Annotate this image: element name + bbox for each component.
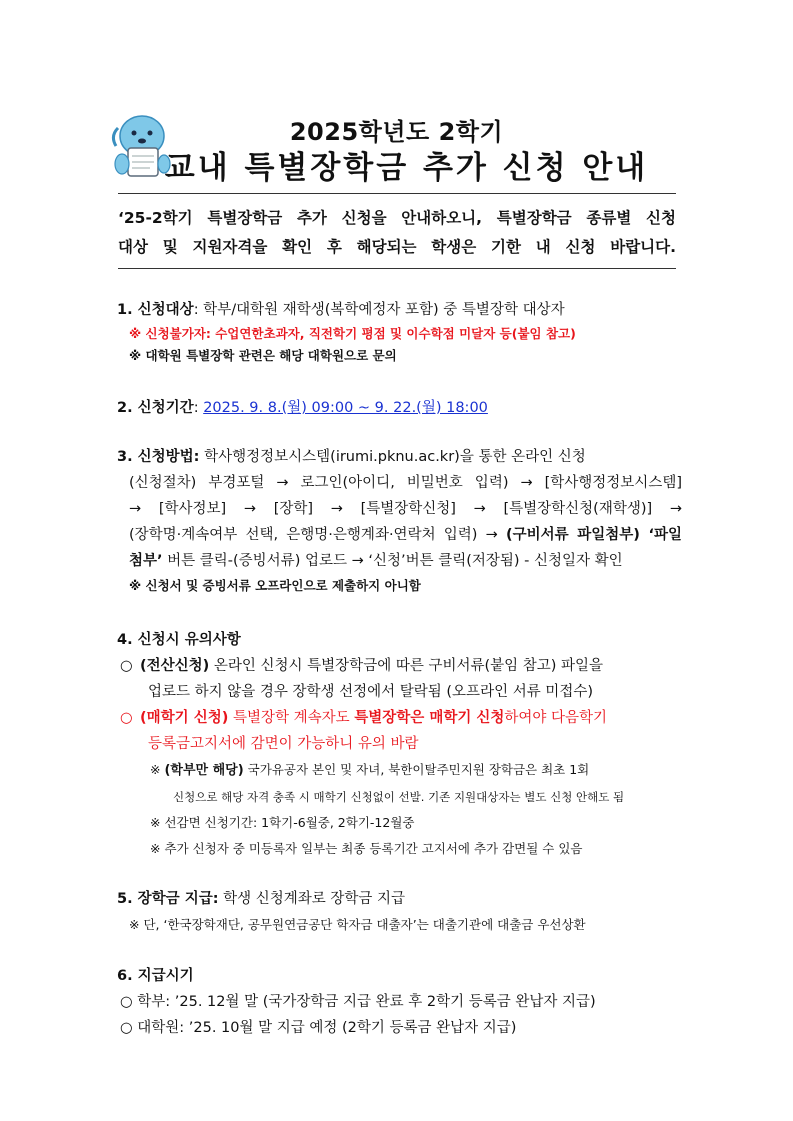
section-period: 2. 신청기간: 2025. 9. 8.(월) 09:00 ~ 9. 22.(월) 18:00: [117, 400, 488, 416]
page-title: 교내 특별장학금 추가 신청 안내: [164, 150, 649, 186]
list-item-cont: 업로드 하지 않을 경우 장학생 선정에서 탈락됨 (오프라인 서류 미접수): [148, 684, 593, 700]
section-heading: 1. 신청대상: [117, 302, 194, 318]
section-timing: [117, 963, 682, 1041]
list-item: ○ 학부: ’25. 12월 말 (국가장학금 지급 완료 후 2학기 등록금 완납자 지급): [120, 994, 596, 1010]
graduate-note: ※ 대학원 특별장학 관련은 해당 대학원으로 문의: [129, 348, 397, 363]
section-cautions: [117, 627, 682, 862]
section-text: 학사행정정보시스템(irumi.pknu.ac.kr)을 통한 온라인 신청: [199, 449, 586, 465]
section-payment: [117, 886, 682, 938]
bullet-icon: ○: [120, 658, 133, 674]
section-target: [117, 297, 682, 367]
intro-line: ‘25-2학기 특별장학금 추가 신청을 안내하오니, 특별장학금 종류별 신청: [118, 209, 676, 227]
intro-box: [118, 204, 676, 262]
divider: [118, 268, 676, 269]
section-heading: 4. 신청시 유의사항: [117, 632, 241, 648]
list-item: ○ (매학기 신청) 특별장학 계속자도 특별장학은 매학기 신청하여야 다음학기: [117, 705, 682, 731]
section-heading: 6. 지급시기: [117, 968, 194, 984]
section-heading: 3. 신청방법:: [117, 449, 200, 465]
list-item-cont: 등록금고지서에 감면이 가능하니 유의 바람: [148, 736, 419, 752]
procedure-step: (장학명·계속여부 선택, 은행명·은행계좌·연락처 입력) → (구비서류 파일첨부) ‘파일: [129, 527, 682, 543]
intro-line: 대상 및 지원자격을 확인 후 해당되는 학생은 기한 내 신청 바랍니다.: [118, 238, 676, 256]
offline-note: ※ 신청서 및 증빙서류 오프라인으로 제출하지 아니함: [129, 578, 421, 593]
procedure-step: → [학사정보] → [장학] → [특별장학신청] → [특별장학신청(재학생)] →: [129, 501, 682, 517]
section-method: [117, 444, 682, 598]
ineligible-note: ※ 신청불가자: 수업연한초과자, 직전학기 평점 및 이수학점 미달자 등(붙임 참고): [129, 326, 576, 341]
page-subtitle: 2025학년도 2학기: [289, 118, 504, 146]
procedure-step: 첨부’ 버튼 클릭-(증빙서류) 업로드 → ‘신청’버튼 클릭(저장됨) - 신청일자 확인: [129, 553, 623, 569]
section-heading: 2. 신청기간: [117, 400, 194, 416]
application-period: 2025. 9. 8.(월) 09:00 ~ 9. 22.(월) 18:00: [203, 400, 488, 416]
divider: [118, 193, 676, 194]
section-text: : 학부/대학원 재학생(복학예정자 포함) 중 특별장학 대상자: [193, 302, 565, 318]
list-item: ○ (전산신청) 온라인 신청시 특별장학금에 따른 구비서류(붙임 참고) 파일을: [117, 653, 682, 679]
note-item: ※ (학부만 해당) 국가유공자 본인 및 자녀, 북한이탈주민지원 장학금은 최초 1회: [150, 762, 590, 778]
loan-note: ※ 단, ‘한국장학재단, 공무원연금공단 학자금 대출자’는 대출기관에 대출금 우선상환: [129, 917, 586, 932]
bullet-icon: ○: [120, 710, 133, 726]
note-item-cont: 신청으로 해당 자격 충족 시 매학기 신청없이 선발. 기존 지원대상자는 별도 신청 안해도 됨: [173, 790, 625, 804]
list-item: ○ 대학원: ’25. 10월 말 지급 예정 (2학기 등록금 완납자 지급): [120, 1020, 517, 1036]
note-item: ※ 선감면 신청기간: 1학기-6월중, 2학기-12월중: [150, 815, 415, 830]
procedure-step: (신청절차) 부경포털 → 로그인(아이디, 비밀번호 입력) → [학사행정정보시스템]: [129, 475, 682, 491]
section-heading: 5. 장학금 지급:: [117, 891, 219, 907]
section-text: 학생 신청계좌로 장학금 지급: [218, 891, 406, 907]
note-item: ※ 추가 신청자 중 미등록자 일부는 최종 등록기간 고지서에 추가 감면될 수 있음: [150, 841, 583, 856]
